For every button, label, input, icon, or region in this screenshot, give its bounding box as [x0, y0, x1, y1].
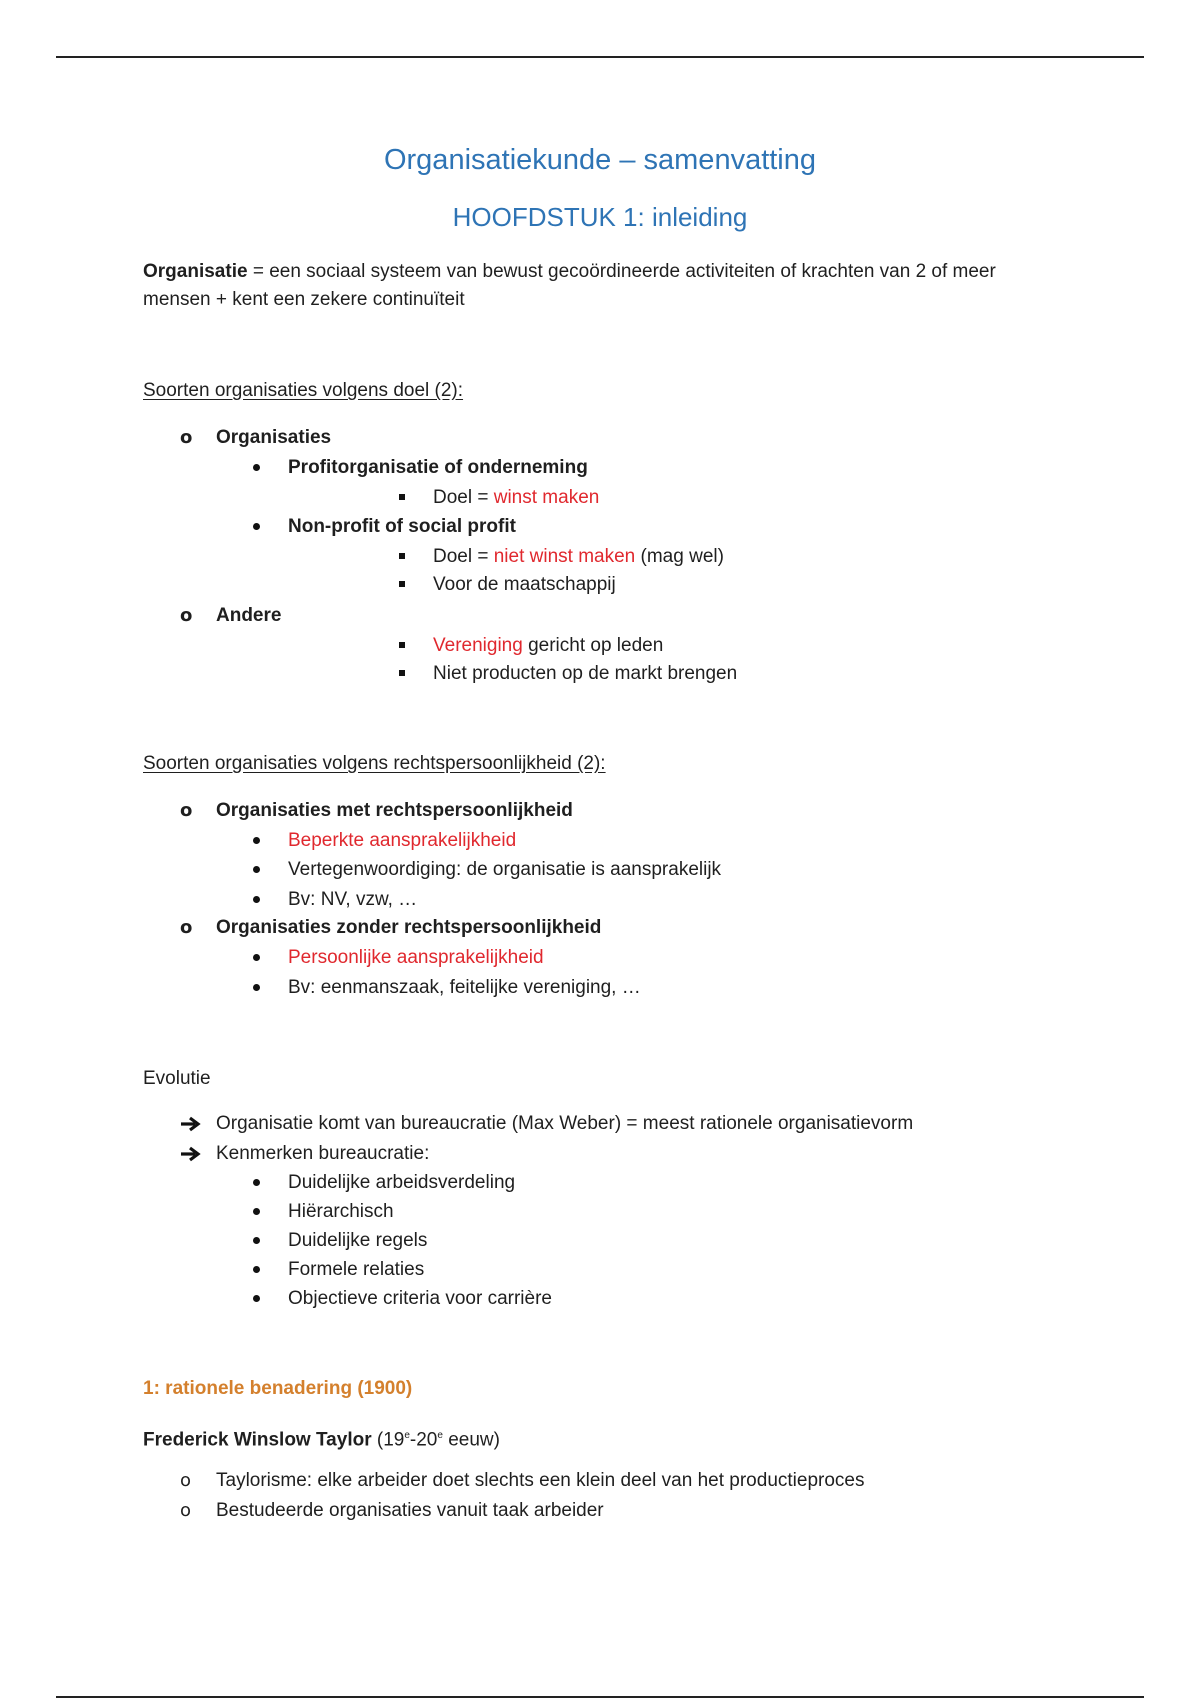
nonprofit-goal-highlight: niet winst maken — [493, 546, 636, 567]
definition-text-1: = een sociaal systeem van bewust gecoördineerde activiteiten of krachten van 2 of meer — [247, 261, 996, 282]
circle-bullet-icon: o — [180, 1500, 192, 1521]
person-line — [143, 1424, 500, 1452]
list-item-nonprofit-society: Voor de maatschappij — [433, 574, 616, 595]
dot-bullet-icon — [253, 1237, 260, 1244]
dot-bullet-icon — [253, 1295, 260, 1302]
list-item-kenmerk: Duidelijke regels — [288, 1230, 428, 1251]
circle-bullet-icon: o — [180, 917, 193, 938]
footer-rule — [56, 1696, 1144, 1698]
arrow-item-bureaucratie: Organisatie komt van bureaucratie (Max Weber) = meest rationele organisatievorm — [216, 1113, 914, 1134]
vereniging-suffix: gericht op leden — [522, 635, 664, 656]
person-dates-prefix: (19 — [371, 1429, 405, 1451]
list-item-beperkte: Beperkte aansprakelijkheid — [288, 830, 517, 851]
dot-bullet-icon — [253, 1266, 260, 1273]
section-heading-rationeel: 1: rationele benadering (1900) — [143, 1378, 413, 1399]
right-arrow-icon — [180, 1146, 202, 1162]
nonprofit-goal-prefix: Doel = — [433, 546, 494, 567]
square-bullet-icon — [399, 581, 405, 587]
list-item-nonprofit: Non-profit of social profit — [288, 516, 516, 537]
section-heading-recht: Soorten organisaties volgens rechtspersoonlijkheid (2): — [143, 753, 606, 774]
list-item-vereniging — [433, 634, 663, 658]
section-heading-evolutie: Evolutie — [143, 1068, 211, 1089]
definition-line-1 — [143, 260, 996, 284]
person-dates-mid: -20 — [409, 1429, 438, 1451]
profit-goal-prefix: Doel = — [433, 487, 494, 508]
list-item-taylorisme: Taylorisme: elke arbeider doet slechts een klein deel van het productieproces — [216, 1470, 865, 1491]
list-item-bv-nv: Bv: NV, vzw, … — [288, 889, 418, 910]
profit-goal-highlight: winst maken — [493, 487, 600, 508]
list-item-kenmerk: Duidelijke arbeidsverdeling — [288, 1172, 516, 1193]
list-item-andere: Andere — [216, 605, 282, 626]
century-sup: e — [437, 1430, 443, 1441]
list-item-vertegenwoordiging: Vertegenwoordiging: de organisatie is aansprakelijk — [288, 859, 722, 880]
list-item-bestudeerde: Bestudeerde organisaties vanuit taak arbeider — [216, 1500, 604, 1521]
dot-bullet-icon — [253, 1179, 260, 1186]
list-item-niet-producten: Niet producten op de markt brengen — [433, 663, 738, 684]
list-item-profit-goal — [433, 486, 599, 510]
square-bullet-icon — [399, 494, 405, 500]
section-heading-doel: Soorten organisaties volgens doel (2): — [143, 380, 464, 401]
list-item-zonder-recht: Organisaties zonder rechtspersoonlijkheid — [216, 917, 602, 938]
list-item-met-recht: Organisaties met rechtspersoonlijkheid — [216, 800, 573, 821]
dot-bullet-icon — [253, 523, 260, 530]
list-item-organisaties: Organisaties — [216, 427, 332, 448]
list-item-nonprofit-goal — [433, 545, 724, 569]
dot-bullet-icon — [253, 1208, 260, 1215]
vereniging-highlight: Vereniging — [433, 635, 523, 656]
list-item-kenmerk: Formele relaties — [288, 1259, 425, 1280]
square-bullet-icon — [399, 670, 405, 676]
dot-bullet-icon — [253, 837, 260, 844]
circle-bullet-icon: o — [180, 1470, 192, 1491]
list-item-persoonlijke: Persoonlijke aansprakelijkheid — [288, 947, 544, 968]
right-arrow-icon — [180, 1116, 202, 1132]
dot-bullet-icon — [253, 464, 260, 471]
list-item-kenmerk: Hiërarchisch — [288, 1201, 394, 1222]
list-item-profit: Profitorganisatie of onderneming — [288, 457, 588, 478]
header-rule — [56, 56, 1144, 58]
list-item-kenmerk: Objectieve criteria voor carrière — [288, 1288, 552, 1309]
dot-bullet-icon — [253, 866, 260, 873]
dot-bullet-icon — [253, 954, 260, 961]
person-dates-suffix: eeuw) — [442, 1429, 500, 1451]
arrow-item-kenmerken: Kenmerken bureaucratie: — [216, 1143, 430, 1164]
dot-bullet-icon — [253, 896, 260, 903]
document-title: Organisatiekunde – samenvatting — [383, 144, 817, 176]
circle-bullet-icon: o — [180, 427, 193, 448]
circle-bullet-icon: o — [180, 605, 193, 626]
dot-bullet-icon — [253, 984, 260, 991]
chapter-title: HOOFDSTUK 1: inleiding — [452, 202, 748, 232]
definition-term: Organisatie — [143, 261, 248, 282]
person-name: Frederick Winslow Taylor — [143, 1429, 372, 1451]
nonprofit-goal-suffix: (mag wel) — [635, 546, 724, 567]
definition-line-2: mensen + kent een zekere continuïteit — [143, 289, 465, 310]
century-sup: e — [404, 1430, 410, 1441]
circle-bullet-icon: o — [180, 800, 193, 821]
list-item-bv-eenmanszaak: Bv: eenmanszaak, feitelijke vereniging, … — [288, 977, 641, 998]
square-bullet-icon — [399, 553, 405, 559]
square-bullet-icon — [399, 642, 405, 648]
